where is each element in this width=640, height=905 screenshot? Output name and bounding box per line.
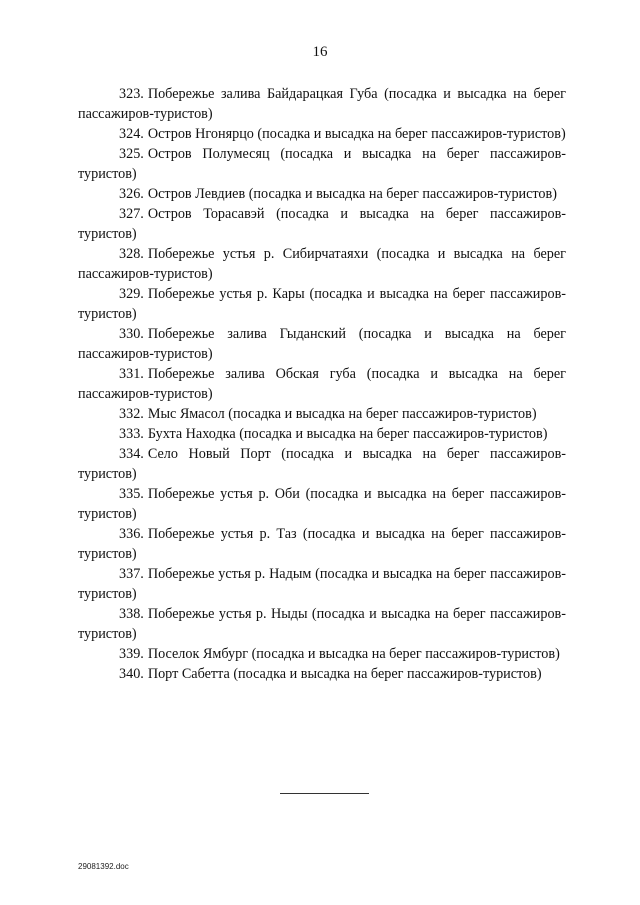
item-number: 335. xyxy=(119,486,144,502)
item-number: 326. xyxy=(119,186,144,202)
item-text: Остров Полумесяц (посадка и высадка на берег пассажиров-туристов) xyxy=(78,146,566,182)
list-item xyxy=(78,444,566,484)
list-item xyxy=(78,424,566,444)
item-number: 336. xyxy=(119,526,144,542)
item-text: Поселок Ямбург (посадка и высадка на берег пассажиров-туристов) xyxy=(147,646,560,662)
footer-filename: 29081392.doc xyxy=(78,862,129,871)
end-divider xyxy=(280,793,369,794)
item-text: Побережье устья р. Ныды (посадка и высадка на берег пассажиров-туристов) xyxy=(78,606,566,642)
item-number: 339. xyxy=(119,646,144,662)
list-item xyxy=(78,284,566,324)
item-text: Бухта Находка (посадка и высадка на берег пассажиров-туристов) xyxy=(147,426,548,442)
item-number: 329. xyxy=(119,286,144,302)
item-number: 324. xyxy=(119,126,144,142)
list-item xyxy=(78,244,566,284)
item-number: 328. xyxy=(119,246,144,262)
item-number: 325. xyxy=(119,146,144,162)
list-item xyxy=(78,524,566,564)
list-item xyxy=(78,604,566,644)
list-item xyxy=(78,404,566,424)
item-number: 327. xyxy=(119,206,144,222)
page-number: 16 xyxy=(312,44,328,60)
list-item xyxy=(78,84,566,124)
list-item xyxy=(78,644,566,664)
item-text: Побережье залива Байдарацкая Губа (посадка и высадка на берег пассажиров-туристов) xyxy=(78,86,566,122)
list-item xyxy=(78,484,566,524)
item-text: Побережье залива Обская губа (посадка и высадка на берег пассажиров-туристов) xyxy=(78,366,566,402)
list-item xyxy=(78,124,566,144)
item-text: Побережье устья р. Надым (посадка и высадка на берег пассажиров-туристов) xyxy=(78,566,566,602)
list-item xyxy=(78,144,566,184)
list-item xyxy=(78,664,566,684)
item-number: 323. xyxy=(119,86,144,102)
item-number: 337. xyxy=(119,566,144,582)
item-number: 330. xyxy=(119,326,144,342)
item-text: Побережье устья р. Таз (посадка и высадка на берег пассажиров-туристов) xyxy=(78,526,566,562)
item-text: Порт Сабетта (посадка и высадка на берег пассажиров-туристов) xyxy=(147,666,542,682)
item-number: 332. xyxy=(119,406,144,422)
item-number: 331. xyxy=(119,366,144,382)
item-text: Побережье устья р. Сибирчатаяхи (посадка и высадка на берег пассажиров-туристов) xyxy=(78,246,566,282)
item-text: Остров Левдиев (посадка и высадка на берег пассажиров-туристов) xyxy=(147,186,557,202)
item-text: Побережье устья р. Кары (посадка и высадка на берег пассажиров-туристов) xyxy=(78,286,566,322)
item-number: 334. xyxy=(119,446,144,462)
item-number: 338. xyxy=(119,606,144,622)
list-item xyxy=(78,364,566,404)
list-item xyxy=(78,564,566,604)
item-text: Остров Торасавэй (посадка и высадка на берег пассажиров-туристов) xyxy=(78,206,566,242)
list-item xyxy=(78,184,566,204)
item-text: Побережье устья р. Оби (посадка и высадка на берег пассажиров-туристов) xyxy=(78,486,566,522)
item-text: Село Новый Порт (посадка и высадка на берег пассажиров-туристов) xyxy=(78,446,566,482)
location-list xyxy=(78,84,566,684)
list-item xyxy=(78,204,566,244)
item-text: Остров Нгонярцо (посадка и высадка на берег пассажиров-туристов) xyxy=(147,126,566,142)
item-text: Побережье залива Гыданский (посадка и высадка на берег пассажиров-туристов) xyxy=(78,326,566,362)
item-number: 340. xyxy=(119,666,144,682)
item-text: Мыс Ямасол (посадка и высадка на берег пассажиров-туристов) xyxy=(147,406,537,422)
list-item xyxy=(78,324,566,364)
item-number: 333. xyxy=(119,426,144,442)
